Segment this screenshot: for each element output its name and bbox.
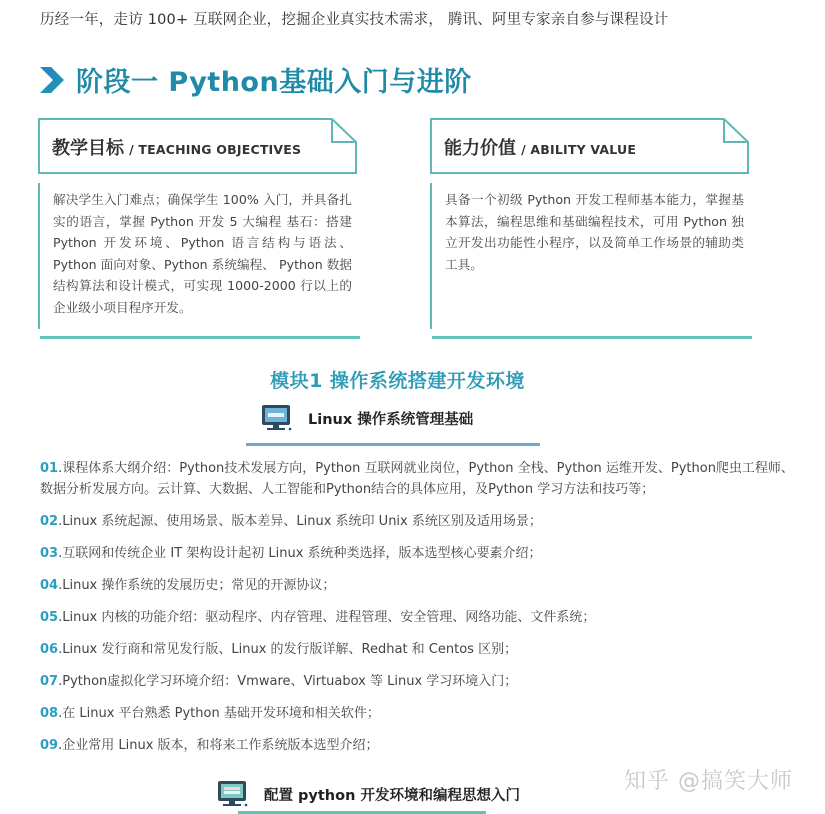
monitor-icon xyxy=(260,404,294,432)
card-body-text: 解决学生入门难点；确保学生 100% 入门，并具备扎实的语言，掌握 Python 开发 5 大编程 基石：搭建 Python 开发环境、Python 语言结构与语法、Python 面向对象、Python 系统编程、 Python 数据结构算法和设计模式，可实现 1000-2000 行以上的企业级小项目程序开发。 xyxy=(53,192,352,315)
list-item: 02.Linux 系统起源、使用场景、版本差异、Linux 系统印 Unix 系统区别及适用场景； xyxy=(40,514,542,529)
card-body xyxy=(38,183,356,329)
card-title-cn: 能力价值 xyxy=(444,138,516,159)
card-body-text: 具备一个初级 Python 开发工程师基本能力，掌握基本算法，编程思维和基础编程技术，可用 Python 独立开发出功能性小程序，以及简单工作场景的辅助类工具。 xyxy=(445,192,744,272)
card-bottom-rule xyxy=(432,336,752,339)
list-item: 06.Linux 发行商和常见发行版、Linux 的发行版详解、Redhat 和 Centos 区别； xyxy=(40,642,518,657)
subsection-divider xyxy=(246,443,540,446)
subsection-heading-linux xyxy=(260,404,473,432)
course-item-list xyxy=(40,458,800,767)
intro-text: 历经一年，走访 100+ 互联网企业，挖掘企业真实技术需求， 腾讯、阿里专家亲自参与课程设计 xyxy=(40,12,669,28)
teaching-objectives-card xyxy=(38,118,356,329)
chevron-right-icon xyxy=(38,65,66,95)
card-body xyxy=(430,183,748,329)
module-title: 模块1 操作系统搭建开发环境 xyxy=(270,370,525,392)
stage-heading xyxy=(38,60,472,99)
monitor-icon xyxy=(216,780,250,808)
list-item: 09.企业常用 Linux 版本，和将来工作系统版本选型介绍； xyxy=(40,738,379,753)
card-header xyxy=(38,118,356,174)
card-title-en: / ABILITY VALUE xyxy=(521,142,637,157)
subsection-title: 配置 python 开发环境和编程思想入门 xyxy=(264,787,520,804)
stage-title: 阶段一 Python基础入门与进阶 xyxy=(76,67,472,98)
card-title-cn: 教学目标 xyxy=(52,138,124,159)
list-item: 04.Linux 操作系统的发展历史；常见的开源协议； xyxy=(40,578,336,593)
card-bottom-rule xyxy=(40,336,360,339)
list-item: 08.在 Linux 平台熟悉 Python 基础开发环境和相关软件； xyxy=(40,706,380,721)
list-item: 07.Python虚拟化学习环境介绍：Vmware、Virtuabox 等 Linux 学习环境入门； xyxy=(40,674,518,689)
list-item: 05.Linux 内核的功能介绍：驱动程序、内存管理、进程管理、安全管理、网络功能、文件系统； xyxy=(40,610,596,625)
list-item: 03.互联网和传统企业 IT 架构设计起初 Linux 系统种类选择，版本选型核心要素介绍； xyxy=(40,546,542,561)
card-title-en: / TEACHING OBJECTIVES xyxy=(129,142,302,157)
watermark: 知乎 @搞笑大师 xyxy=(624,769,793,794)
card-header xyxy=(430,118,748,174)
list-item: 01.课程体系大纲介绍：Python技术发展方向，Python 互联网就业岗位，Python 全栈、Python 运维开发、Python爬虫工程师、数据分析发展方向。云计算、大数据、人工智能和Python结合的具体应用，及Python 学习方法和技巧等； xyxy=(40,461,794,497)
ability-value-card xyxy=(430,118,748,329)
subsection-heading-python-env xyxy=(216,780,520,808)
subsection-title: Linux 操作系统管理基础 xyxy=(308,411,474,428)
